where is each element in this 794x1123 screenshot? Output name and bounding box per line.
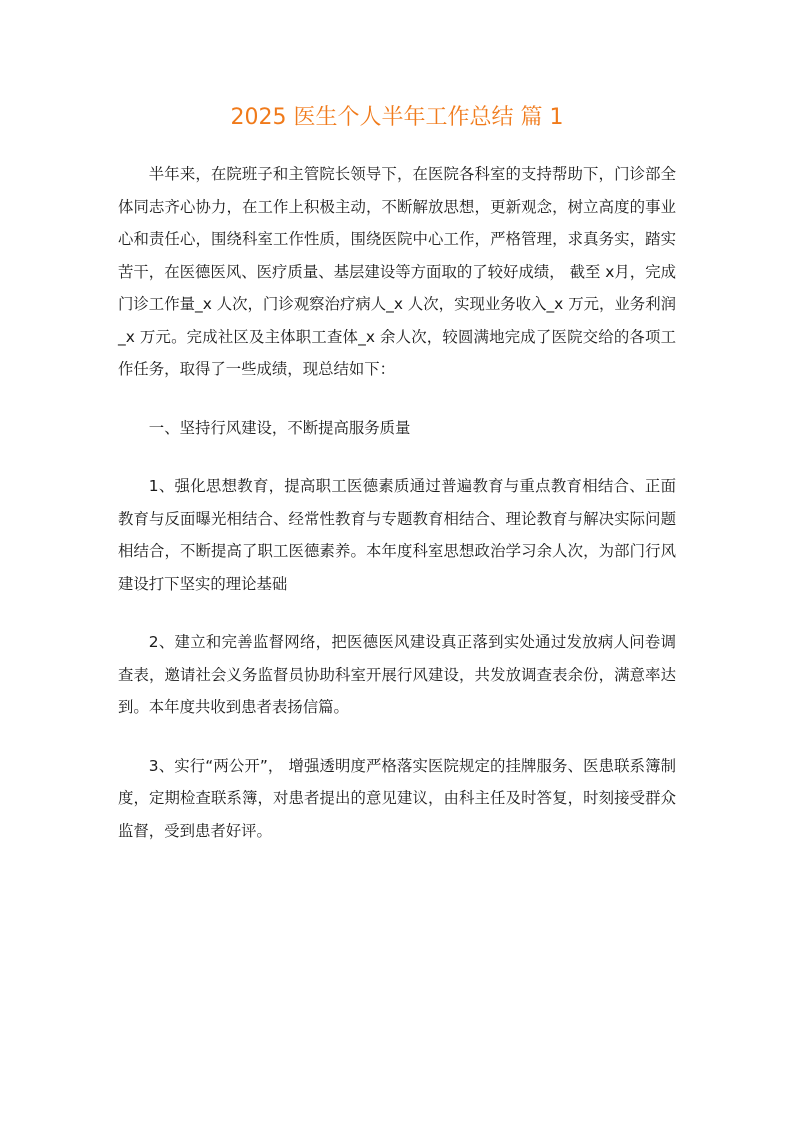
item-paragraph-3: 3、实行“两公开”， 增强透明度严格落实医院规定的挂牌服务、医患联系簿制度，定期检查联系簿，对患者提出的意见建议，由科主任及时答复，时刻接受群众监督，受到患者好评。 [118, 756, 676, 840]
item-paragraph-1: 1、强化思想教育，提高职工医德素质通过普遍教育与重点教育相结合、正面教育与反面曝光相结合、经常性教育与专题教育相结合、理论教育与解决实际问题相结合，不断提高了职工医德素养。本年度科室思想政治学习余人次，为部门行风建设打下坚实的理论基础 [118, 477, 676, 593]
item-paragraph-2: 2、建立和完善监督网络，把医德医风建设真正落到实处通过发放病人问卷调查表，邀请社会义务监督员协助科室开展行风建设，共发放调查表余份，满意率达到。本年度共收到患者表扬信篇。 [118, 633, 676, 716]
section-heading-1: 一、坚持行风建设，不断提高服务质量 [148, 418, 411, 437]
intro-paragraph: 半年来，在院班子和主管院长领导下，在医院各科室的支持帮助下，门诊部全体同志齐心协力，在工作上积极主动，不断解放思想，更新观念，树立高度的事业心和责任心，围绕科室工作性质，围绕医院中心工作，严格管理，求真务实，踏实苦干，在医德医风、医疗质量、基层建设等方面取的了较好成绩， 截至 x月，完成门诊工作量_x 人次，门诊观察治疗病人_x 人次，实现业务收入_x 万元，业务利润_x 万元。完成社区及主体职工查体_x 余人次，较圆满地完成了医院交给的各项工作任务，取得了一些成绩，现总结如下： [118, 165, 676, 378]
document-title: 2025 医生个人半年工作总结 篇 1 [230, 105, 564, 130]
